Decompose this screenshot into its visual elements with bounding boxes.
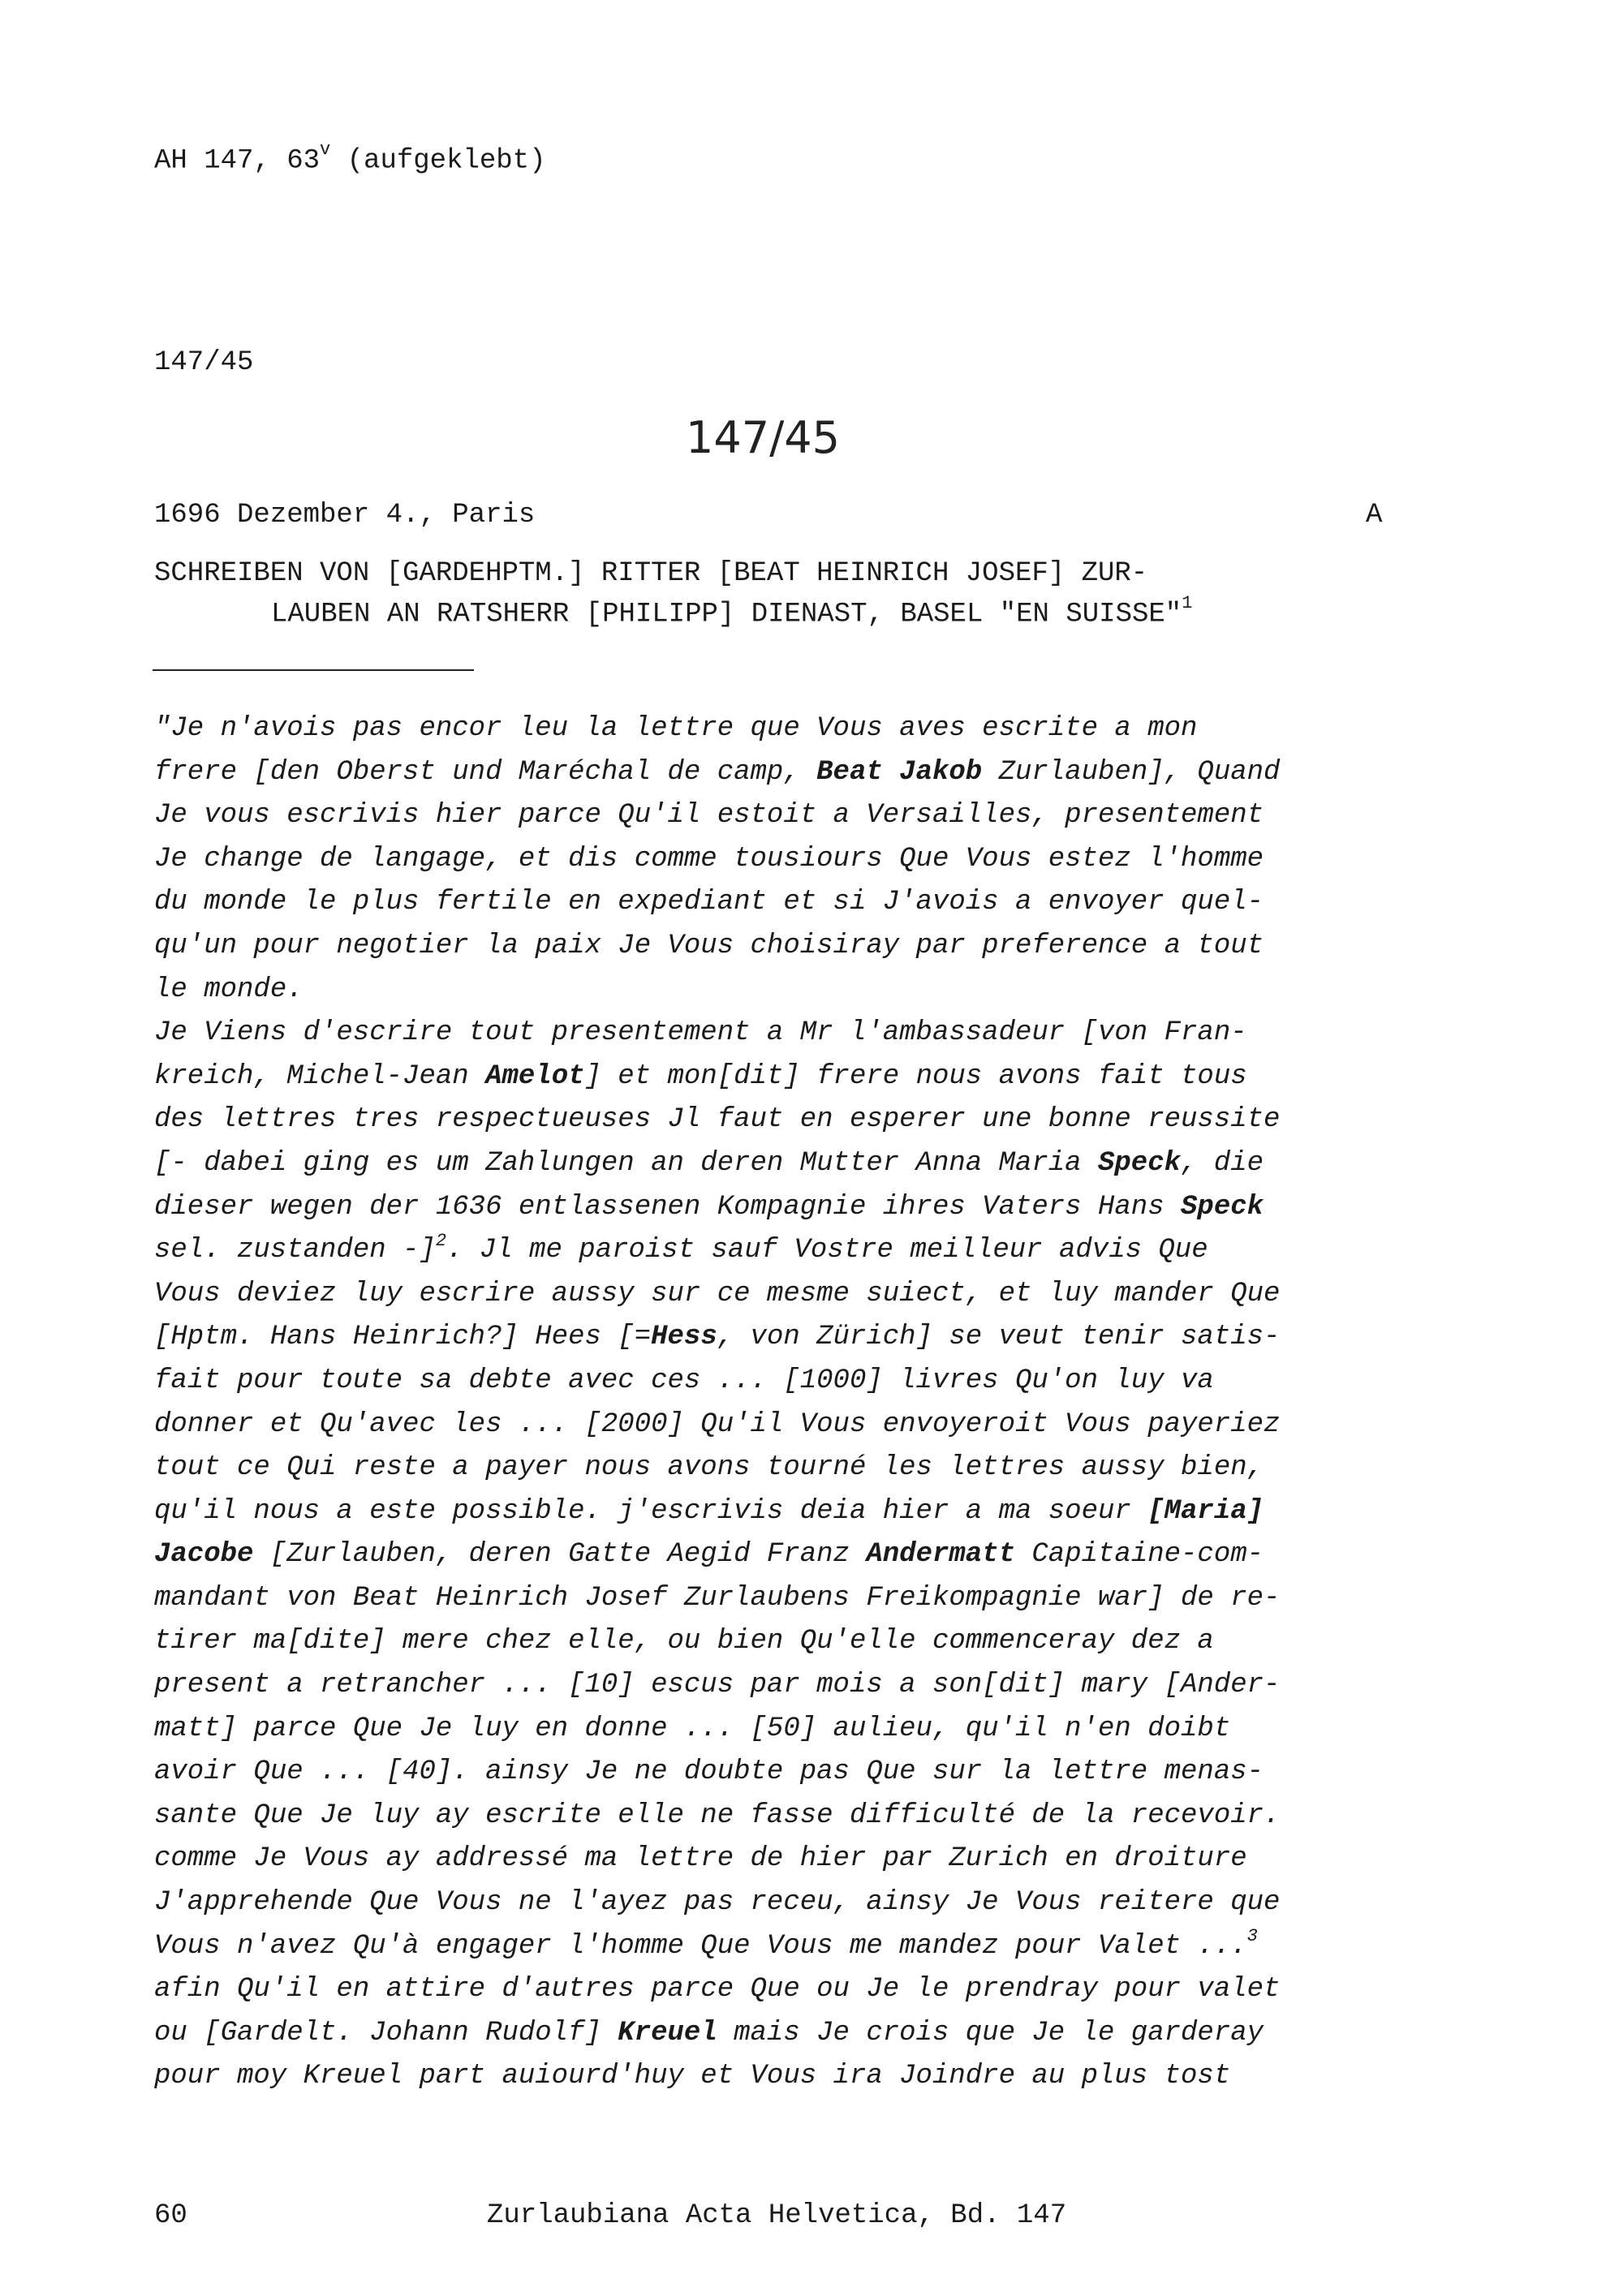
text: present a retrancher ... [10] escus par mois a son[dit] mary [Ander- — [154, 1670, 1281, 1701]
person-name: Kreuel — [618, 2017, 717, 2049]
body-line — [154, 1881, 1280, 1925]
person-name: Hess — [651, 1322, 717, 1353]
document-number-small: 147/45 — [154, 347, 254, 378]
text: Vous n'avez Qu'à engager l'homme Que Vous me mandez pour Valet ... — [154, 1930, 1247, 1962]
body-line — [154, 1316, 1280, 1360]
body-line — [154, 2055, 1280, 2099]
running-footer: Zurlaubiana Acta Helvetica, Bd. 147 — [487, 2200, 1067, 2231]
body-line — [154, 1708, 1280, 1752]
footnote-ref-1: 1 — [1182, 593, 1193, 613]
text: du monde le plus fertile en expediant et si J'avois a envoyer quel- — [154, 887, 1264, 918]
text: Je Viens d'escrire tout presentement a Mr l'ambassadeur [von Fran- — [154, 1017, 1247, 1049]
body-line — [154, 1447, 1280, 1490]
page-number: 60 — [154, 2200, 187, 2231]
heading-line-2 — [271, 593, 1193, 630]
date-place: 1696 Dezember 4., Paris — [154, 500, 536, 531]
text: fait pour toute sa debte avec ces ... [1000] livres Qu'on luy va — [154, 1365, 1214, 1396]
text: qu'un pour negotier la paix Je Vous choisiray par preference a tout — [154, 930, 1264, 961]
body-line — [154, 1577, 1280, 1621]
document-number-title: 147/45 — [686, 412, 840, 463]
text: avoir Que ... [40]. ainsy Je ne doubte pas Que sur la lettre menas- — [154, 1756, 1264, 1788]
text: J'apprehende Que Vous ne l'ayez pas receu, ainsy Je Vous reitere que — [154, 1887, 1281, 1919]
text: [- dabei ging es um Zahlungen an deren Mutter Anna Maria — [154, 1147, 1098, 1179]
body-line — [154, 751, 1280, 795]
person-name: Andermatt — [866, 1539, 1015, 1571]
heading-line-1: SCHREIBEN VON [GARDEHPTM.] RITTER [BEAT HEINRICH JOSEF] ZUR- — [154, 558, 1148, 589]
heading-line-2-text: LAUBEN AN RATSHERR [PHILIPP] DIENAST, BASEL "EN SUISSE" — [271, 599, 1182, 630]
archive-ref-main: AH 147, 63 — [154, 145, 321, 177]
person-name: [Maria] — [1147, 1495, 1264, 1527]
body-line — [154, 1533, 1280, 1577]
body-line — [154, 1273, 1280, 1317]
text: Vous deviez luy escrire aussy sur ce mesme suiect, et luy mander Que — [154, 1278, 1281, 1309]
footnote-ref-3: 3 — [1246, 1926, 1258, 1947]
body-line — [154, 1229, 1280, 1273]
text: matt] parce Que Je luy en donne ... [50] aulieu, qu'il n'en doibt — [154, 1713, 1231, 1744]
body-line — [154, 838, 1280, 882]
body-line — [154, 1795, 1280, 1838]
footnote-ref-2: 2 — [435, 1230, 447, 1251]
text: sante Que Je luy ay escrite elle ne fasse difficulté de la recevoir. — [154, 1799, 1281, 1831]
body-line — [154, 794, 1280, 838]
archive-reference — [154, 140, 546, 177]
text: [Zurlauben, deren Gatte Aegid Franz — [253, 1539, 867, 1571]
text: frere [den Oberst und Maréchal de camp, — [154, 756, 817, 788]
text: qu'il nous a este possible. j'escrivis deia hier a ma soeur — [154, 1495, 1148, 1527]
text: donner et Qu'avec les ... [2000] Qu'il Vous envoyeroit Vous payeriez — [154, 1408, 1281, 1440]
text: des lettres tres respectueuses Jl faut en esperer une bonne reussite — [154, 1104, 1281, 1136]
body-line — [154, 2012, 1280, 2056]
text: Zurlauben], Quand — [982, 756, 1281, 788]
text: sel. zustanden -] — [154, 1235, 436, 1266]
text: mais Je crois que Je le garderay — [717, 2017, 1264, 2049]
body-line — [154, 1404, 1280, 1447]
archive-ref-suffix: (aufgeklebt) — [330, 145, 546, 177]
body-line — [154, 1099, 1280, 1142]
document-type-letter: A — [1366, 500, 1383, 531]
text: "Je n'avois pas encor leu la lettre que Vous aves escrite a mon — [154, 713, 1198, 744]
body-line — [154, 1360, 1280, 1404]
text: . Jl me paroist sauf Vostre meilleur advis Que — [446, 1235, 1208, 1266]
person-name: Speck — [1098, 1147, 1182, 1179]
text: , die — [1181, 1147, 1264, 1179]
text: kreich, Michel-Jean — [154, 1060, 486, 1092]
text: dieser wegen der 1636 entlassenen Kompagnie ihres Vaters Hans — [154, 1191, 1182, 1223]
body-line — [154, 1186, 1280, 1230]
text: pour moy Kreuel part auiourd'huy et Vous ira Joindre au plus tost — [154, 2061, 1231, 2092]
body-line — [154, 881, 1280, 925]
archive-ref-sup: v — [320, 140, 331, 160]
person-name: Beat Jakob — [816, 756, 983, 788]
text: le monde. — [154, 974, 304, 1005]
text: Je vous escrivis hier parce Qu'il estoit a Versailles, presentement — [154, 800, 1264, 832]
separator-rule — [153, 669, 474, 671]
body-line — [154, 1056, 1280, 1099]
text: afin Qu'il en attire d'autres parce Que ou Je le prendray pour valet — [154, 1974, 1281, 2006]
text: mandant von Beat Heinrich Josef Zurlaubens Freikompagnie war] de re- — [154, 1582, 1281, 1614]
text: tirer ma[dite] mere chez elle, ou bien Qu'elle commenceray dez a — [154, 1626, 1214, 1658]
body-line — [154, 1620, 1280, 1664]
text: ou [Gardelt. Johann Rudolf] — [154, 2017, 618, 2049]
body-line — [154, 1142, 1280, 1186]
body-line — [154, 925, 1280, 969]
person-name: Speck — [1181, 1191, 1264, 1223]
text: comme Je Vous ay addressé ma lettre de hier par Zurich en droiture — [154, 1843, 1247, 1875]
text: Capitaine-com- — [1015, 1539, 1264, 1571]
person-name: Jacobe — [154, 1539, 254, 1571]
text: [Hptm. Hans Heinrich?] Hees [= — [154, 1322, 652, 1353]
text: , von Zürich] se veut tenir satis- — [717, 1322, 1281, 1353]
body-line — [154, 1664, 1280, 1708]
person-name: Amelot — [485, 1060, 585, 1092]
text: tout ce Qui reste a payer nous avons tourné les lettres aussy bien, — [154, 1452, 1264, 1484]
text: Je change de langage, et dis comme tousiours Que Vous estez l'homme — [154, 843, 1264, 875]
letter-body — [154, 707, 1280, 2099]
body-line — [154, 1751, 1280, 1795]
body-line — [154, 1968, 1280, 2012]
body-line — [154, 1838, 1280, 1881]
body-line — [154, 969, 1280, 1013]
text: ] et mon[dit] frere nous avons fait tous — [584, 1060, 1247, 1092]
body-line — [154, 707, 1280, 751]
body-line — [154, 1012, 1280, 1056]
body-line — [154, 1490, 1280, 1534]
body-line — [154, 1925, 1280, 1969]
